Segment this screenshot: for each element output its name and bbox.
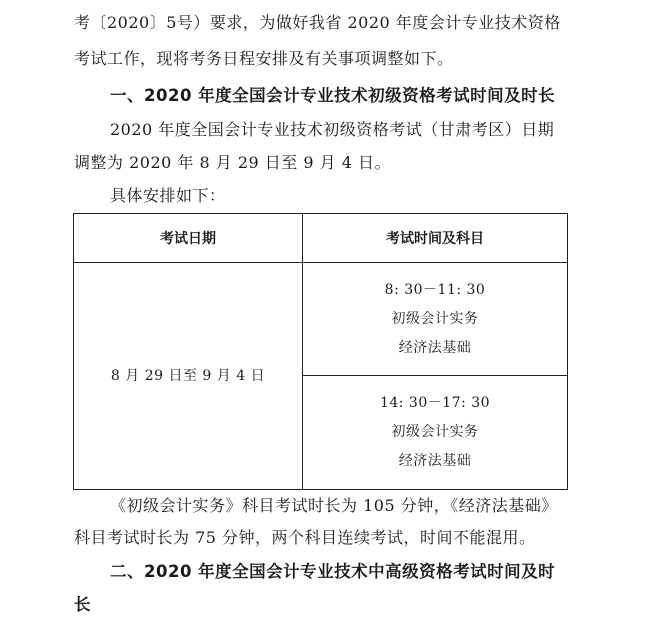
morning-slot-subject-1: 初级会计实务	[391, 310, 479, 327]
morning-slot-subject-2: 经济法基础	[398, 339, 472, 356]
afternoon-slot-cell	[303, 376, 568, 490]
morning-slot-time: 8: 30－11: 30	[384, 281, 486, 298]
exam-schedule-table	[73, 213, 568, 490]
section-1-heading: 一、2020 年度全国会计专业技术初级资格考试时间及时长	[110, 86, 556, 105]
date-line-2: 调整为 2020 年 8 月 29 日至 9 月 4 日。	[74, 153, 391, 172]
afternoon-slot-subject-1: 初级会计实务	[391, 424, 479, 440]
afternoon-slot-time: 14: 30－17: 30	[379, 395, 491, 411]
intro-line-2: 考试工作，现将考务日程安排及有关事项调整如下。	[74, 49, 454, 68]
exam-date-value: 8 月 29 日至 9 月 4 日	[110, 367, 266, 384]
duration-line-1: 《初级会计实务》科目考试时长为 105 分钟，《经济法基础》	[110, 496, 558, 515]
section-2-heading-line-1: 二、2020 年度全国会计专业技术中高级资格考试时间及时	[110, 562, 556, 581]
table-header-row	[74, 214, 568, 263]
afternoon-slot-subject-2: 经济法基础	[398, 453, 472, 469]
exam-date-cell	[74, 263, 303, 490]
header-exam-time-subject: 考试时间及科目	[303, 214, 568, 263]
header-exam-date: 考试日期	[74, 214, 303, 263]
duration-line-2: 科目考试时长为 75 分钟，两个科目连续考试，时间不能混用。	[74, 528, 536, 547]
schedule-intro: 具体安排如下：	[110, 186, 226, 205]
table-row	[74, 263, 568, 376]
section-2-heading-line-2: 长	[74, 595, 91, 614]
date-line-1: 2020 年度全国会计专业技术初级资格考试（甘肃考区）日期	[110, 120, 555, 139]
intro-line-1: 考〔2020〕5号）要求，为做好我省 2020 年度会计专业技术资格	[74, 13, 561, 32]
morning-slot-cell	[303, 263, 568, 376]
